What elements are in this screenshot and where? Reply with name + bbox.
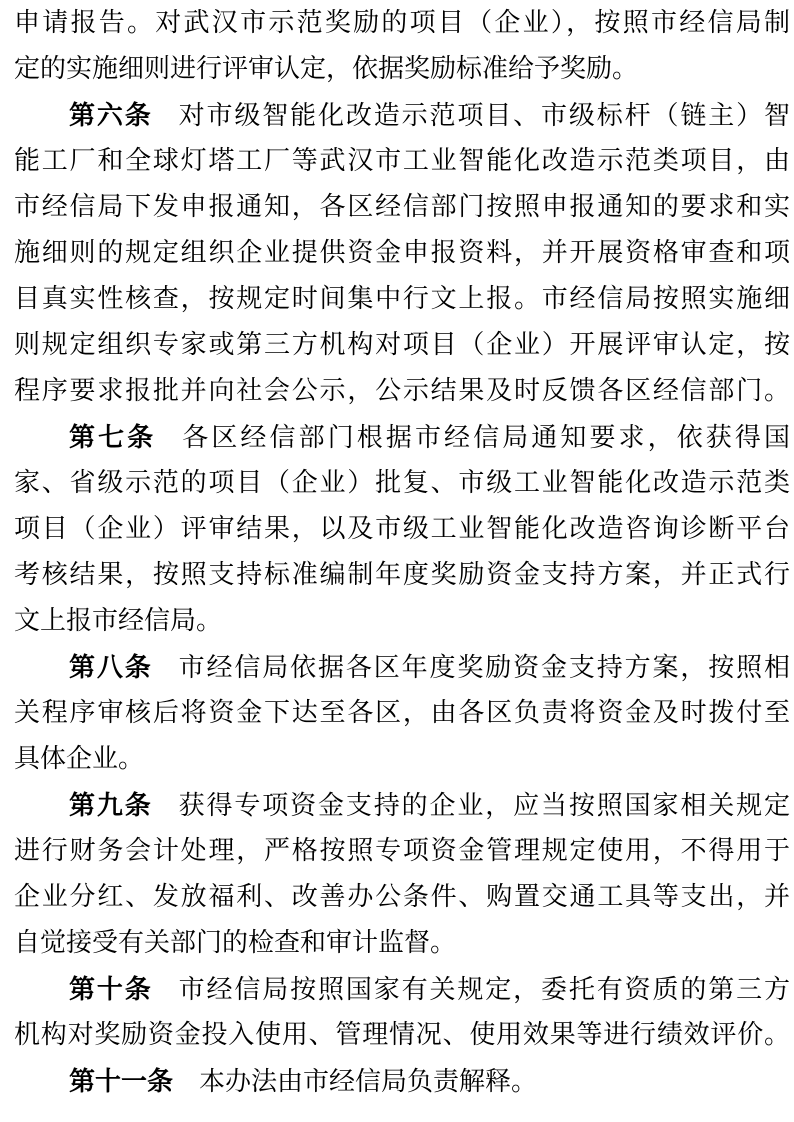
line-text: 对市级智能化改造示范项目、市级标杆（链主）智: [178, 101, 790, 130]
line-text: 市经信局依据各区年度奖励资金支持方案，按照相: [178, 653, 790, 682]
text-line: [14, 276, 790, 322]
text-line: [14, 736, 790, 782]
line-text: 施细则的规定组织企业提供资金申报资料，并开展资格审查和项: [14, 238, 790, 267]
text-line: [14, 1058, 790, 1104]
article-number-label: 第六条: [69, 100, 153, 130]
line-text: 市经信局下发申报通知，各区经信部门按照申报通知的要求和实: [14, 192, 790, 221]
line-text: 能工厂和全球灯塔工厂等武汉市工业智能化改造示范类项目，由: [14, 146, 790, 175]
text-line: [14, 414, 790, 460]
text-line: [14, 138, 790, 184]
line-text: 自觉接受有关部门的检查和审计监督。: [14, 928, 457, 957]
text-line: [14, 460, 790, 506]
article-number-label: 第九条: [69, 790, 153, 820]
text-line: [14, 598, 790, 644]
line-text: 文上报市经信局。: [14, 606, 223, 635]
text-line: [14, 368, 790, 414]
line-text: 本办法由市经信局负责解释。: [199, 1067, 538, 1096]
line-text: 各区经信部门根据市经信局通知要求，依获得国: [182, 423, 790, 452]
document-body: [14, 0, 790, 1104]
line-text: 目真实性核查，按规定时间集中行文上报。市经信局按照实施细: [14, 284, 790, 313]
text-line: [14, 46, 790, 92]
text-line: [14, 322, 790, 368]
line-text: 机构对奖励资金投入使用、管理情况、使用效果等进行绩效评价。: [14, 1020, 790, 1049]
line-text: 项目（企业）评审结果，以及市级工业智能化改造咨询诊断平台: [14, 514, 790, 543]
text-line: [14, 966, 790, 1012]
text-line: [14, 920, 790, 966]
text-line: [14, 92, 790, 138]
article-number-label: 第八条: [69, 652, 153, 682]
line-text: 程序要求报批并向社会公示，公示结果及时反馈各区经信部门。: [14, 376, 790, 405]
text-line: [14, 0, 790, 46]
line-text: 家、省级示范的项目（企业）批复、市级工业智能化改造示范类: [14, 468, 790, 497]
line-text: 考核结果，按照支持标准编制年度奖励资金支持方案，并正式行: [14, 560, 790, 589]
line-text: 市经信局按照国家有关规定，委托有资质的第三方: [178, 975, 790, 1004]
line-text: 关程序审核后将资金下达至各区，由各区负责将资金及时拨付至: [14, 698, 790, 727]
line-text: 具体企业。: [14, 744, 145, 773]
text-line: [14, 874, 790, 920]
text-line: [14, 506, 790, 552]
article-number-label: 第十一条: [69, 1066, 174, 1096]
line-text: 获得专项资金支持的企业，应当按照国家相关规定: [178, 791, 790, 820]
line-text: 企业分红、发放福利、改善办公条件、购置交通工具等支出，并: [14, 882, 790, 911]
article-number-label: 第十条: [69, 974, 153, 1004]
text-line: [14, 828, 790, 874]
text-line: [14, 644, 790, 690]
article-number-label: 第七条: [69, 422, 157, 452]
line-text: 则规定组织专家或第三方机构对项目（企业）开展评审认定，按: [14, 330, 790, 359]
text-line: [14, 184, 790, 230]
text-line: [14, 1012, 790, 1058]
text-line: [14, 230, 790, 276]
text-line: [14, 782, 790, 828]
line-text: 定的实施细则进行评审认定，依据奖励标准给予奖励。: [14, 54, 639, 83]
text-line: [14, 552, 790, 598]
line-text: 进行财务会计处理，严格按照专项资金管理规定使用，不得用于: [14, 836, 790, 865]
line-text: 申请报告。对武汉市示范奖励的项目（企业），按照市经信局制: [14, 8, 790, 37]
text-line: [14, 690, 790, 736]
